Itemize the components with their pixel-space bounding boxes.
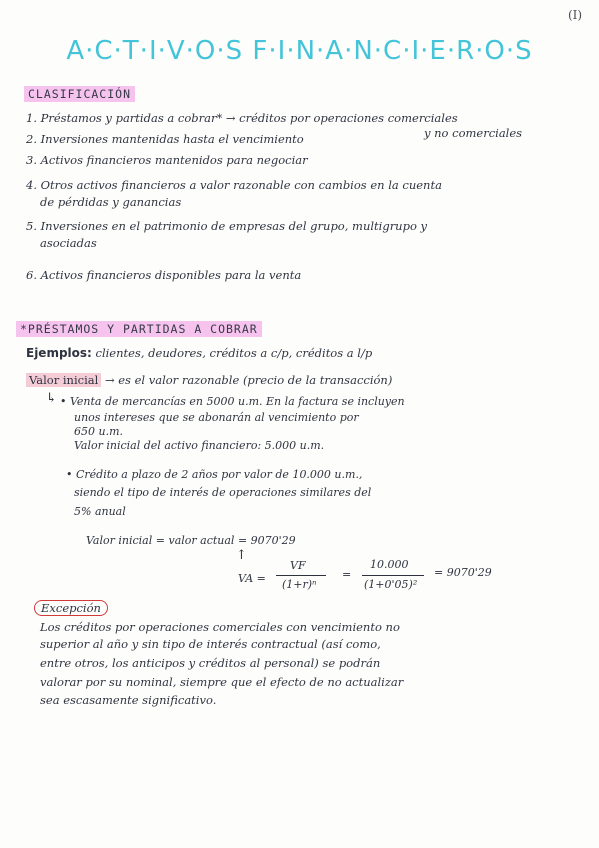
formula-den2: (1+0'05)² — [364, 578, 418, 591]
formula-num2: 10.000 — [370, 558, 409, 571]
formula-eq: = — [342, 568, 352, 581]
list-item: 4. Otros activos financieros a valor razonable con cambios en la cuenta — [26, 178, 442, 192]
list-item: 1. Préstamos y partidas a cobrar* → créditos por operaciones comerciales — [26, 111, 458, 125]
list-item: 5. Inversiones en el patrimonio de empresas del grupo, multigrupo y — [26, 219, 428, 233]
fraction-bar — [276, 575, 326, 576]
formula-lhs: VA = — [238, 572, 266, 585]
example1-line: • Venta de mercancías en 5000 u.m. En la factura se incluyen — [60, 395, 405, 408]
example2-line: • Crédito a plazo de 2 años por valor de 10.000 u.m., — [66, 468, 363, 481]
formula-den1: (1+r)ⁿ — [282, 578, 317, 591]
valor-inicial-label: Valor inicial — [26, 373, 101, 387]
list-item: 6. Activos financieros disponibles para la venta — [26, 268, 302, 282]
list-item: 2. Inversiones mantenidas hasta el vencimiento — [26, 132, 304, 146]
page-title: A·C·T·I·V·O·S F·I·N·A·N·C·I·E·R·O·S — [66, 36, 533, 66]
page-number: (I) — [568, 8, 583, 22]
example1-line: 650 u.m. — [74, 425, 124, 438]
excepcion-line: superior al año y sin tipo de interés contractual (así como, — [40, 637, 381, 651]
fraction-bar — [362, 575, 424, 576]
prestamos-heading-wrap — [16, 318, 262, 337]
example1-line: Valor inicial del activo financiero: 5.000 u.m. — [74, 439, 325, 452]
formula-num1: VF — [290, 559, 306, 572]
ejemplos-line — [26, 346, 372, 360]
arrow-mark: ↳ — [46, 391, 57, 406]
formula-mark: ↑ — [236, 548, 247, 563]
ejemplos-text: clientes, deudores, créditos a c/p, créditos a l/p — [95, 346, 373, 360]
list-item-cont: asociadas — [40, 236, 97, 250]
example2-line: siendo el tipo de interés de operaciones similares del — [74, 486, 372, 499]
example1-line: unos intereses que se abonarán al vencimiento por — [74, 411, 359, 424]
excepcion-line: entre otros, los anticipos y créditos al personal) se podrán — [40, 656, 381, 670]
excepcion-label-wrap — [34, 597, 108, 616]
example2-line: 5% anual — [74, 505, 126, 518]
list-item-cont: de pérdidas y ganancias — [40, 195, 182, 209]
valor-inicial-text: → es el valor razonable (precio de la transacción) — [104, 373, 393, 387]
formula-line: Valor inicial = valor actual = 9070'29 — [86, 534, 296, 547]
clasificacion-heading: CLASIFICACIÓN — [24, 86, 135, 102]
excepcion-label: Excepción — [34, 600, 108, 616]
formula-result: = 9070'29 — [434, 566, 492, 579]
excepcion-line: valorar por su nominal, siempre que el efecto de no actualizar — [40, 675, 404, 689]
list-item-sub: y no comerciales — [424, 126, 523, 140]
excepcion-line: sea escasamente significativo. — [40, 693, 217, 707]
valor-inicial-line — [26, 373, 392, 387]
clasificacion-heading-wrap — [24, 83, 135, 102]
ejemplos-label: Ejemplos: — [26, 346, 92, 360]
list-item: 3. Activos financieros mantenidos para negociar — [26, 153, 308, 167]
excepcion-line: Los créditos por operaciones comerciales con vencimiento no — [40, 620, 400, 634]
prestamos-heading: *PRÉSTAMOS Y PARTIDAS A COBRAR — [16, 321, 262, 337]
